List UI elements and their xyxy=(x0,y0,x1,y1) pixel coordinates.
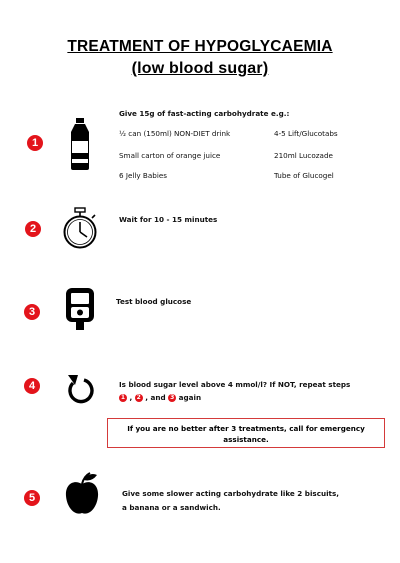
warning-line-1: If you are no better after 3 treatments, call for emergency xyxy=(127,424,365,433)
step1-heading: Give 15g of fast-acting carbohydrate e.g.: xyxy=(119,109,290,118)
option-jelly-babies: 6 Jelly Babies xyxy=(119,171,167,180)
glucose-meter-icon xyxy=(65,287,95,331)
step4-heading: Is blood sugar level above 4 mmol/l? If NOT, repeat steps xyxy=(119,380,351,389)
step-number-4: 4 xyxy=(24,378,40,394)
step-number-2: 2 xyxy=(25,221,41,237)
bottle-icon xyxy=(67,117,93,171)
step5-line-2: a banana or a sandwich. xyxy=(122,503,221,512)
step-number-1: 1 xyxy=(27,135,43,151)
stopwatch-icon xyxy=(61,207,99,249)
step-number-3: 3 xyxy=(24,304,40,320)
page-title: TREATMENT OF HYPOGLYCAEMIA xyxy=(67,38,333,55)
step3-heading: Test blood glucose xyxy=(116,297,192,306)
repeat-ref-1: 1 xyxy=(120,394,126,401)
step-number-5: 5 xyxy=(24,490,40,506)
step2-heading: Wait for 10 - 15 minutes xyxy=(119,215,218,224)
apple-icon xyxy=(64,470,100,516)
repeat-ref-3: 3 xyxy=(170,394,175,401)
emergency-warning-box xyxy=(107,418,385,448)
step4-repeat-line: 1 , 2 , and 3 again xyxy=(120,393,202,402)
step5-line-1: Give some slower acting carbohydrate like 2 biscuits, xyxy=(122,489,339,498)
repeat-arrow-icon xyxy=(64,374,96,410)
option-diet-drink: ½ can (150ml) NON-DIET drink xyxy=(119,129,231,138)
option-orange-juice: Small carton of orange juice xyxy=(119,151,221,160)
option-glucogel: Tube of Glucogel xyxy=(274,171,334,180)
repeat-ref-2: 2 xyxy=(136,394,141,401)
option-lucozade: 210ml Lucozade xyxy=(274,151,333,160)
warning-line-2: assistance. xyxy=(223,435,269,444)
option-glucotabs: 4-5 Lift/Glucotabs xyxy=(274,129,338,138)
page-subtitle: (low blood sugar) xyxy=(131,60,269,77)
